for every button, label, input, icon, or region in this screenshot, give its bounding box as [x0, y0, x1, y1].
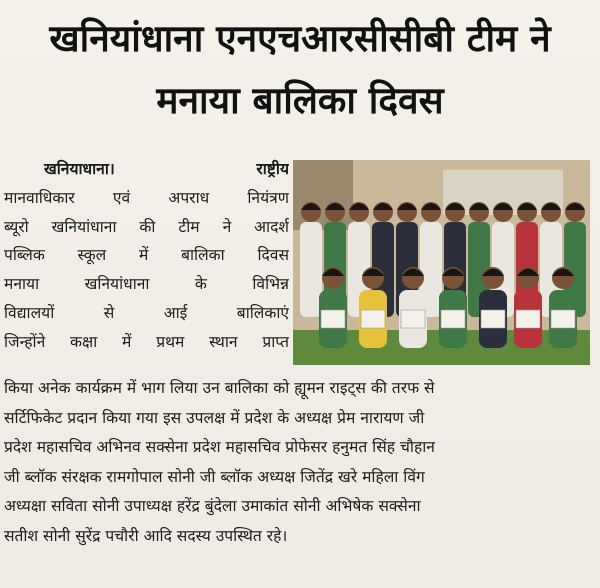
article-line: पब्लिक स्कूल में बालिका दिवस	[4, 246, 289, 265]
article-line: खनियाधाना। राष्ट्रीय	[44, 160, 289, 178]
certificate	[401, 310, 425, 328]
article-line: मानवाधिकार एवं अपराध नियंत्रण	[4, 188, 289, 207]
article-line: सतीश सोनी सुरेंद्र पचौरी आदि सदस्य उपस्थित रहे।	[4, 526, 288, 545]
article-line: सर्टिफिकेट प्रदान किया गया इस उपलक्ष में प्रदेश के अध्यक्ष प्रेम नारायण जी	[4, 408, 425, 427]
article-line: विद्यालयों से आई बालिकाएं	[4, 303, 289, 322]
article-line: ब्यूरो खनियांधाना की टीम ने आदर्श	[4, 217, 289, 236]
headline-line-2: मनाया बालिका दिवस	[156, 79, 444, 122]
headline-line-1: खनियांधाना एनएचआरसीसीबी टीम ने	[49, 17, 551, 60]
certificate	[516, 310, 540, 328]
headline	[10, 14, 590, 126]
certificate	[361, 310, 385, 328]
certificate	[551, 310, 575, 328]
article-line: किया अनेक कार्यक्रम में भाग लिया उन बालिका को ह्यूमन राइट्स की तरफ से	[4, 379, 435, 397]
certificate	[441, 310, 465, 328]
article-line: जिन्होंने कक्षा में प्रथम स्थान प्राप्त	[4, 332, 289, 351]
event-photo	[293, 160, 590, 365]
student-figure	[300, 222, 322, 317]
article-line: अध्यक्षा सविता सोनी उपाध्यक्ष हरेंद्र बुंदेला उमाकांत सोनी अभिषेक सक्सेना	[4, 497, 421, 515]
certificate	[321, 310, 345, 328]
article-column-text	[4, 155, 289, 357]
article-line: जी ब्लॉक संरक्षक रामगोपाल सोनी जी ब्लॉक अध्यक्ष जितेंद्र खरे महिला विंग	[4, 467, 425, 486]
event-photo-image	[293, 160, 590, 365]
article-line: मनाया खनियांधाना के विभिन्न	[4, 275, 289, 294]
article-full-width-text	[4, 374, 594, 551]
certificate	[481, 310, 505, 328]
article-line: प्रदेश महासचिव अभिनव सक्सेना प्रदेश महासचिव प्रोफेसर हनुमत सिंह चौहान	[4, 438, 435, 456]
photo-window	[293, 160, 353, 230]
